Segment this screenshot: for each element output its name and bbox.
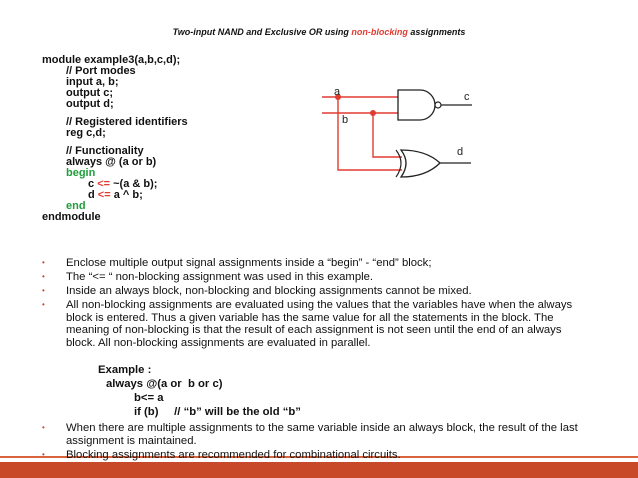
code-input-line: input a, b; [66, 76, 119, 88]
code-comment-ports: // Port modes [66, 65, 136, 77]
wire-a-branch [338, 97, 402, 170]
bullet-marker: • [42, 258, 45, 267]
bullet-text: Blocking assignments are recommended for combinational circuits. [66, 449, 401, 461]
code-output-d-line: output d; [66, 98, 114, 110]
bullet-evaluation [42, 299, 586, 349]
code-d-lhs: d [88, 189, 98, 201]
bullet-nonblocking-used [42, 271, 586, 284]
nand-bubble [435, 102, 441, 108]
code-output-c-line: output c; [66, 87, 114, 99]
bullet-text: Inside an always block, non-blocking and blocking assignments cannot be mixed. [66, 285, 472, 297]
footer-bar [0, 462, 638, 478]
code-d-operator: <= [97, 189, 111, 201]
example-always-line: always @(a or b or c) [106, 378, 223, 390]
code-endmodule-line: endmodule [42, 211, 101, 223]
bullet-marker: • [42, 423, 45, 432]
code-always-line: always @ (a or b) [66, 156, 157, 168]
code-comment-reg: // Registered identifiers [66, 116, 188, 128]
bullet-marker: • [42, 450, 45, 459]
bullet-marker: • [42, 272, 45, 281]
title-highlight: non-blocking [351, 27, 408, 37]
bullet-no-mixing [42, 285, 586, 298]
xor-extra-arc [396, 150, 401, 177]
bullet-marker: • [42, 300, 45, 309]
bullet-text: The “<= “ non-blocking assignment was used in this example. [66, 271, 374, 283]
label-c: c [464, 91, 470, 103]
bullet-blocking-recommended [42, 449, 586, 462]
bullet-text: Enclose multiple output signal assignments inside a “begin” - “end” block; [66, 257, 432, 269]
code-module-line: module example3(a,b,c,d); [42, 54, 181, 66]
code-c-lhs: c [88, 178, 98, 190]
bullet-text: When there are multiple assignments to the same variable inside an always block, the result of the last assignment is maintained. [66, 422, 578, 447]
bullet-begin-end [42, 257, 586, 270]
code-comment-func: // Functionality [66, 145, 144, 157]
label-d: d [457, 146, 464, 158]
code-c-rhs: ~(a & b); [110, 178, 158, 190]
code-d-rhs: a ^ b; [110, 189, 143, 201]
bullet-marker: • [42, 286, 45, 295]
label-b: b [342, 114, 349, 126]
code-end-keyword: end [66, 200, 86, 212]
code-begin-keyword: begin [66, 167, 96, 179]
example-heading: Example : [98, 364, 152, 376]
bullet-multiple-assignments [42, 422, 586, 447]
code-c-operator: <= [97, 178, 111, 190]
nand-gate-body [398, 90, 435, 120]
title-prefix: Two-input NAND and Exclusive OR using [172, 27, 352, 37]
example-if-line: if (b) // “b” will be the old “b” [134, 406, 301, 418]
bullet-text: All non-blocking assignments are evaluated using the values that the variables have when the always block is entered. Thus a given variable has the same value for all the statements in the block. The meaning of non-blocking is that the result of each assignment is not seen until the end of an always block. All non-blocking assignments are evaluated in parallel. [66, 299, 573, 349]
example-assign-line: b<= a [134, 392, 164, 404]
xor-gate-body [401, 150, 440, 177]
title-suffix: assignments [407, 27, 466, 37]
code-reg-line: reg c,d; [66, 127, 106, 139]
label-a: a [334, 86, 341, 98]
junction-dot-b [370, 110, 376, 116]
